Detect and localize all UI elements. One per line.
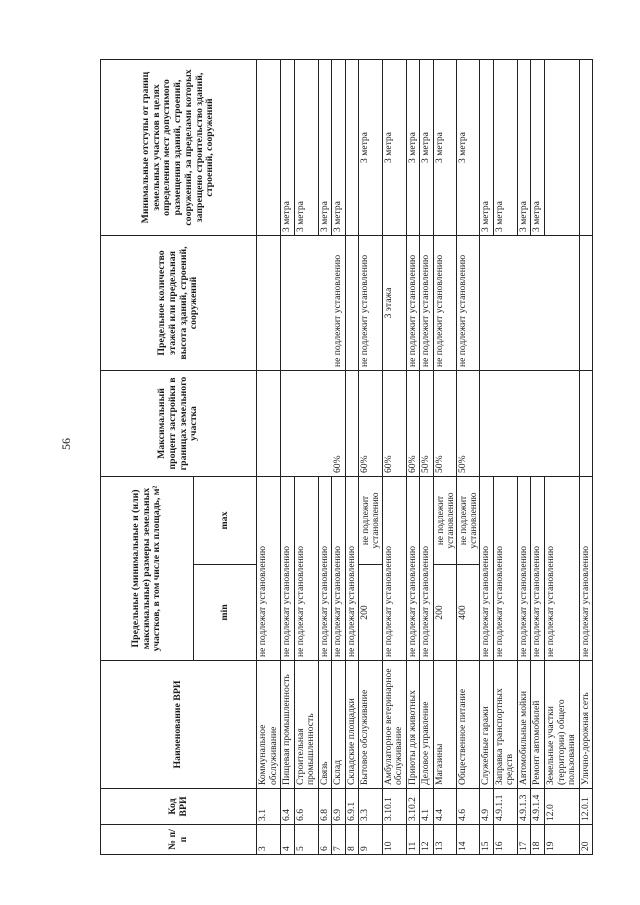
cell-floors: 3 этажа xyxy=(382,236,406,371)
cell-num: 3 xyxy=(257,825,281,855)
table-row xyxy=(433,60,456,855)
cell-name: Склад xyxy=(332,661,346,789)
cell-setback: 3 метра xyxy=(281,60,295,236)
cell-size: не подлежат установлению xyxy=(406,477,420,661)
cell-code: 3.1 xyxy=(257,789,281,825)
cell-floors: не подлежит установлению xyxy=(406,236,420,371)
cell-min: 200 xyxy=(359,565,382,661)
cell-num: 15 xyxy=(480,825,494,855)
cell-size: не подлежат установлению xyxy=(544,477,579,661)
cell-floors: не подлежит установлению xyxy=(420,236,434,371)
cell-size: не подлежат установлению xyxy=(332,477,346,661)
cell-setback xyxy=(345,60,359,236)
cell-num: 14 xyxy=(457,825,480,855)
cell-code: 4.4 xyxy=(433,789,456,825)
cell-num: 4 xyxy=(281,825,295,855)
table-row xyxy=(480,60,494,855)
cell-pct xyxy=(345,371,359,477)
cell-name: Земельные участки (территории) общего пользования xyxy=(544,661,579,789)
table-row xyxy=(579,60,593,855)
header-num: № п/п xyxy=(101,825,257,855)
cell-num: 13 xyxy=(433,825,456,855)
cell-floors: не подлежит установлению xyxy=(359,236,382,371)
cell-name: Связь xyxy=(318,661,332,789)
cell-code: 6.9 xyxy=(332,789,346,825)
cell-code: 4.9 xyxy=(480,789,494,825)
cell-name: Магазины xyxy=(433,661,456,789)
cell-code: 4.9.1.3 xyxy=(517,789,531,825)
cell-code: 4.9.1.1 xyxy=(493,789,517,825)
cell-size: не подлежат установлению xyxy=(579,477,593,661)
cell-num: 11 xyxy=(406,825,420,855)
cell-max: не подлежит установлению xyxy=(457,477,480,565)
cell-code: 6.8 xyxy=(318,789,332,825)
cell-code: 6.9.1 xyxy=(345,789,359,825)
cell-num: 20 xyxy=(579,825,593,855)
cell-num: 5 xyxy=(294,825,318,855)
cell-pct xyxy=(579,371,593,477)
cell-floors: не подлежит установлению xyxy=(281,236,346,371)
cell-pct: 60% xyxy=(382,371,406,477)
cell-name: Складские площадки xyxy=(345,661,359,789)
header-floors: Предельное количество этажей или предельная высота зданий, строений, сооружений xyxy=(101,236,257,371)
cell-num: 18 xyxy=(531,825,545,855)
cell-code: 4.1 xyxy=(420,789,434,825)
rotated-page xyxy=(100,60,591,855)
cell-floors: не подлежит установлению xyxy=(433,236,456,371)
cell-name: Пищевая промышленность xyxy=(281,661,295,789)
cell-floors xyxy=(345,236,359,371)
cell-setback: 3 метра xyxy=(531,60,545,236)
cell-name: Общественное питание xyxy=(457,661,480,789)
cell-setback: 3 метра xyxy=(517,60,531,236)
cell-name: Строительная промышленность xyxy=(294,661,318,789)
table-row xyxy=(382,60,406,855)
header-setback: Минимальные отступы от границ земельных участков в целях определения мест допустимого размещения зданий, строений, сооружений, за пределами которых запрещено строительство зданий, строений, сооружений xyxy=(101,60,257,236)
cell-size: не подлежат установлению xyxy=(318,477,332,661)
cell-setback: 3 метра xyxy=(318,60,332,236)
cell-floors xyxy=(257,236,281,371)
cell-name: Коммунальное обслуживание xyxy=(257,661,281,789)
cell-setback: 3 метра xyxy=(480,60,494,236)
header-code: Код ВРИ xyxy=(101,789,257,825)
cell-floors xyxy=(579,236,593,371)
cell-setback: 3 метра xyxy=(433,60,456,236)
cell-max: не подлежит установлению xyxy=(359,477,382,565)
cell-name: Амбулаторное ветеринарное обслуживание xyxy=(382,661,406,789)
cell-size: не подлежат установлению xyxy=(281,477,295,661)
cell-pct: 50% xyxy=(433,371,456,477)
cell-name: Приюты для животных xyxy=(406,661,420,789)
cell-pct: 60% xyxy=(281,371,346,477)
cell-code: 12.0.1 xyxy=(579,789,593,825)
cell-num: 6 xyxy=(318,825,332,855)
cell-setback: 3 метра xyxy=(359,60,382,236)
cell-name: Бытовое обслуживание xyxy=(359,661,382,789)
header-max: max xyxy=(194,477,257,565)
cell-name: Автомобильные мойки xyxy=(517,661,531,789)
cell-size: не подлежат установлению xyxy=(257,477,281,661)
cell-pct xyxy=(257,371,281,477)
cell-code: 4.9.1.4 xyxy=(531,789,545,825)
cell-code: 6.4 xyxy=(281,789,295,825)
cell-code: 12.0 xyxy=(544,789,579,825)
cell-name: Заправка транспортных средств xyxy=(493,661,517,789)
cell-size: не подлежат установлению xyxy=(345,477,359,661)
cell-size: не подлежат установлению xyxy=(480,477,494,661)
cell-name: Служебные гаражи xyxy=(480,661,494,789)
table-row xyxy=(257,60,281,855)
cell-setback xyxy=(579,60,593,236)
cell-pct: 60% xyxy=(406,371,420,477)
cell-name: Деловое управление xyxy=(420,661,434,789)
cell-setback xyxy=(257,60,281,236)
cell-num: 8 xyxy=(345,825,359,855)
cell-min: 400 xyxy=(457,565,480,661)
cell-floors xyxy=(480,236,579,371)
cell-floors: не подлежит установлению xyxy=(457,236,480,371)
cell-num: 7 xyxy=(332,825,346,855)
cell-size: не подлежат установлению xyxy=(517,477,531,661)
cell-num: 19 xyxy=(544,825,579,855)
header-min: min xyxy=(194,565,257,661)
cell-setback: 3 метра xyxy=(382,60,406,236)
cell-num: 9 xyxy=(359,825,382,855)
cell-num: 10 xyxy=(382,825,406,855)
table-row xyxy=(345,60,359,855)
cell-setback xyxy=(544,60,579,236)
cell-code: 3.3 xyxy=(359,789,382,825)
table-row xyxy=(457,60,480,855)
cell-pct: 60% xyxy=(359,371,382,477)
cell-size: не подлежат установлению xyxy=(294,477,318,661)
cell-setback: 3 метра xyxy=(457,60,480,236)
header-pct: Максимальный процент застройки в границах земельного участка xyxy=(101,371,257,477)
cell-setback: 3 метра xyxy=(332,60,346,236)
cell-pct: 50% xyxy=(420,371,434,477)
cell-setback: 3 метра xyxy=(294,60,318,236)
cell-pct: 50% xyxy=(457,371,480,477)
cell-num: 17 xyxy=(517,825,531,855)
cell-size: не подлежат установлению xyxy=(531,477,545,661)
cell-setback: 3 метра xyxy=(493,60,517,236)
table-row xyxy=(281,60,295,855)
cell-pct xyxy=(480,371,579,477)
cell-size: не подлежат установлению xyxy=(493,477,517,661)
cell-name: Ремонт автомобилей xyxy=(531,661,545,789)
cell-num: 12 xyxy=(420,825,434,855)
cell-code: 4.6 xyxy=(457,789,480,825)
page-number: 56 xyxy=(59,438,73,450)
cell-size: не подлежат установлению xyxy=(382,477,406,661)
cell-size: не подлежат установлению xyxy=(420,477,434,661)
table-row xyxy=(359,60,382,855)
cell-min: 200 xyxy=(433,565,456,661)
cell-setback: 3 метра xyxy=(420,60,434,236)
cell-code: 6.6 xyxy=(294,789,318,825)
cell-max: не подлежит установлению xyxy=(433,477,456,565)
cell-setback: 3 метра xyxy=(406,60,420,236)
cell-code: 3.10.2 xyxy=(406,789,420,825)
table-row xyxy=(420,60,434,855)
zoning-table xyxy=(100,59,593,855)
cell-name: Улично-дорожная сеть xyxy=(579,661,593,789)
cell-num: 16 xyxy=(493,825,517,855)
table-row xyxy=(406,60,420,855)
cell-code: 3.10.1 xyxy=(382,789,406,825)
header-name: Наименование ВРИ xyxy=(101,661,257,789)
header-size: Предельные (минимальные и (или) максимальные) размеры земельных участков, в том числе их площадь, м² xyxy=(101,477,194,661)
